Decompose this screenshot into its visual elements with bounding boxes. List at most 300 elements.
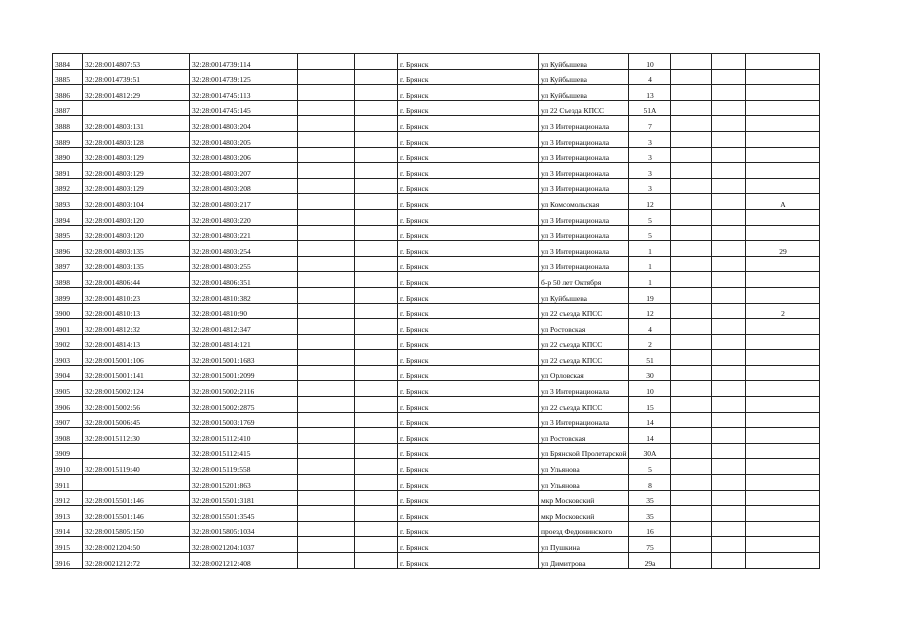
empty-cell: [298, 506, 355, 522]
table-row: [53, 490, 820, 506]
cadastral-number-2-cell: 32:28:0015112:410: [190, 428, 298, 444]
cadastral-number-1-cell: 32:28:0014812:32: [83, 319, 190, 335]
city-cell: г. Брянск: [398, 537, 539, 553]
empty-cell: [712, 490, 746, 506]
cadastral-number-2-cell: 32:28:0014812:347: [190, 319, 298, 335]
city-cell: г. Брянск: [398, 381, 539, 397]
cadastral-number-2-cell: 32:28:0014803:208: [190, 178, 298, 194]
row-number-cell: 3887: [53, 100, 83, 116]
row-number-cell: 3910: [53, 459, 83, 475]
cadastral-number-2-cell: 32:28:0014803:221: [190, 225, 298, 241]
empty-cell: [671, 147, 712, 163]
extra-cell: [746, 553, 820, 569]
empty-cell: [712, 241, 746, 257]
city-cell: г. Брянск: [398, 178, 539, 194]
empty-cell: [298, 428, 355, 444]
row-number-cell: 3885: [53, 69, 83, 85]
empty-cell: [671, 131, 712, 147]
empty-cell: [671, 225, 712, 241]
empty-cell: [298, 116, 355, 132]
empty-cell: [355, 459, 398, 475]
empty-cell: [712, 256, 746, 272]
row-number-cell: 3886: [53, 85, 83, 101]
street-cell: ул 22 съезда КПСС: [539, 334, 629, 350]
extra-cell: [746, 319, 820, 335]
cadastral-number-1-cell: 32:28:0014810:23: [83, 287, 190, 303]
street-cell: ул 22 съезда КПСС: [539, 303, 629, 319]
row-number-cell: 3906: [53, 397, 83, 413]
row-number-cell: 3901: [53, 319, 83, 335]
city-cell: г. Брянск: [398, 69, 539, 85]
house-number-cell: 5: [629, 225, 671, 241]
empty-cell: [298, 225, 355, 241]
cadastral-number-1-cell: 32:28:0015119:40: [83, 459, 190, 475]
empty-cell: [671, 553, 712, 569]
empty-cell: [355, 147, 398, 163]
house-number-cell: 4: [629, 319, 671, 335]
cadastral-number-1-cell: 32:28:0021204:50: [83, 537, 190, 553]
street-cell: ул 3 Интернационала: [539, 225, 629, 241]
empty-cell: [712, 506, 746, 522]
table-row: [53, 381, 820, 397]
empty-cell: [671, 397, 712, 413]
table-row: [53, 85, 820, 101]
house-number-cell: 1: [629, 256, 671, 272]
cadastral-number-2-cell: 32:28:0015002:2875: [190, 397, 298, 413]
house-number-cell: 5: [629, 209, 671, 225]
empty-cell: [355, 553, 398, 569]
empty-cell: [671, 443, 712, 459]
empty-cell: [671, 537, 712, 553]
city-cell: г. Брянск: [398, 287, 539, 303]
street-cell: ул Брянской Пролетарской: [539, 443, 629, 459]
cadastral-number-1-cell: 32:28:0014803:128: [83, 131, 190, 147]
house-number-cell: 1: [629, 241, 671, 257]
table-row: [53, 69, 820, 85]
city-cell: г. Брянск: [398, 85, 539, 101]
city-cell: г. Брянск: [398, 272, 539, 288]
empty-cell: [712, 85, 746, 101]
empty-cell: [355, 100, 398, 116]
empty-cell: [355, 443, 398, 459]
street-cell: ул 3 Интернационала: [539, 178, 629, 194]
empty-cell: [671, 319, 712, 335]
cadastral-number-1-cell: 32:28:0015006:45: [83, 412, 190, 428]
cadastral-number-1-cell: 32:28:0014806:44: [83, 272, 190, 288]
empty-cell: [355, 85, 398, 101]
table-row: [53, 443, 820, 459]
cadastral-number-1-cell: [83, 475, 190, 491]
table-row: [53, 428, 820, 444]
cadastral-number-2-cell: 32:28:0014814:121: [190, 334, 298, 350]
street-cell: ул 3 Интернационала: [539, 209, 629, 225]
row-number-cell: 3889: [53, 131, 83, 147]
cadastral-number-2-cell: 32:28:0014745:113: [190, 85, 298, 101]
empty-cell: [712, 225, 746, 241]
house-number-cell: 30: [629, 365, 671, 381]
table-row: [53, 475, 820, 491]
table-row: [53, 131, 820, 147]
street-cell: проезд Федюнинского: [539, 521, 629, 537]
house-number-cell: 35: [629, 490, 671, 506]
cadastral-number-1-cell: 32:28:0014803:129: [83, 163, 190, 179]
empty-cell: [355, 209, 398, 225]
cadastral-number-2-cell: 32:28:0015002:2116: [190, 381, 298, 397]
cadastral-number-2-cell: 32:28:0014739:125: [190, 69, 298, 85]
cadastral-number-1-cell: 32:28:0014803:129: [83, 147, 190, 163]
empty-cell: [298, 412, 355, 428]
empty-cell: [298, 350, 355, 366]
empty-cell: [298, 521, 355, 537]
cadastral-number-1-cell: 32:28:0015501:146: [83, 506, 190, 522]
house-number-cell: 14: [629, 412, 671, 428]
empty-cell: [671, 54, 712, 70]
empty-cell: [355, 365, 398, 381]
street-cell: ул Куйбышева: [539, 69, 629, 85]
empty-cell: [712, 537, 746, 553]
empty-cell: [355, 506, 398, 522]
extra-cell: [746, 475, 820, 491]
row-number-cell: 3908: [53, 428, 83, 444]
street-cell: ул 3 Интернационала: [539, 163, 629, 179]
empty-cell: [671, 365, 712, 381]
empty-cell: [355, 272, 398, 288]
table-row: [53, 303, 820, 319]
empty-cell: [355, 319, 398, 335]
street-cell: ул 3 Интернационала: [539, 116, 629, 132]
row-number-cell: 3911: [53, 475, 83, 491]
empty-cell: [355, 69, 398, 85]
empty-cell: [355, 350, 398, 366]
table-row: [53, 194, 820, 210]
street-cell: ул Ростовская: [539, 319, 629, 335]
empty-cell: [298, 334, 355, 350]
empty-cell: [712, 365, 746, 381]
empty-cell: [298, 100, 355, 116]
empty-cell: [298, 163, 355, 179]
empty-cell: [355, 397, 398, 413]
table-row: [53, 163, 820, 179]
table-row: [53, 319, 820, 335]
empty-cell: [712, 428, 746, 444]
street-cell: ул 3 Интернационала: [539, 147, 629, 163]
row-number-cell: 3905: [53, 381, 83, 397]
cadastral-number-2-cell: 32:28:0014803:207: [190, 163, 298, 179]
empty-cell: [298, 147, 355, 163]
city-cell: г. Брянск: [398, 194, 539, 210]
house-number-cell: 16: [629, 521, 671, 537]
extra-cell: [746, 85, 820, 101]
city-cell: г. Брянск: [398, 506, 539, 522]
empty-cell: [298, 443, 355, 459]
empty-cell: [298, 209, 355, 225]
street-cell: ул Комсомольская: [539, 194, 629, 210]
cadastral-number-2-cell: 32:28:0014803:254: [190, 241, 298, 257]
empty-cell: [355, 287, 398, 303]
table-row: [53, 54, 820, 70]
city-cell: г. Брянск: [398, 334, 539, 350]
table-row: [53, 459, 820, 475]
empty-cell: [355, 163, 398, 179]
row-number-cell: 3894: [53, 209, 83, 225]
empty-cell: [712, 521, 746, 537]
row-number-cell: 3915: [53, 537, 83, 553]
empty-cell: [298, 365, 355, 381]
table-row: [53, 365, 820, 381]
empty-cell: [298, 319, 355, 335]
house-number-cell: 3: [629, 178, 671, 194]
empty-cell: [298, 459, 355, 475]
house-number-cell: 2: [629, 334, 671, 350]
empty-cell: [355, 303, 398, 319]
table-row: [53, 116, 820, 132]
empty-cell: [355, 256, 398, 272]
cadastral-number-2-cell: 32:28:0015501:3545: [190, 506, 298, 522]
cadastral-number-1-cell: 32:28:0015001:106: [83, 350, 190, 366]
empty-cell: [712, 147, 746, 163]
cadastral-number-2-cell: 32:28:0014803:205: [190, 131, 298, 147]
extra-cell: [746, 397, 820, 413]
empty-cell: [298, 272, 355, 288]
empty-cell: [671, 381, 712, 397]
house-number-cell: 8: [629, 475, 671, 491]
city-cell: г. Брянск: [398, 553, 539, 569]
extra-cell: [746, 209, 820, 225]
table-row: [53, 412, 820, 428]
house-number-cell: 13: [629, 85, 671, 101]
city-cell: г. Брянск: [398, 475, 539, 491]
table-row: [53, 537, 820, 553]
empty-cell: [712, 381, 746, 397]
empty-cell: [298, 537, 355, 553]
house-number-cell: 10: [629, 381, 671, 397]
empty-cell: [355, 225, 398, 241]
house-number-cell: 4: [629, 69, 671, 85]
empty-cell: [298, 303, 355, 319]
extra-cell: [746, 381, 820, 397]
table-row: [53, 397, 820, 413]
table-row: [53, 350, 820, 366]
empty-cell: [712, 100, 746, 116]
street-cell: ул 22 съезда КПСС: [539, 350, 629, 366]
cadastral-number-1-cell: 32:28:0015805:150: [83, 521, 190, 537]
empty-cell: [712, 131, 746, 147]
extra-cell: [746, 506, 820, 522]
city-cell: г. Брянск: [398, 428, 539, 444]
house-number-cell: 14: [629, 428, 671, 444]
empty-cell: [712, 350, 746, 366]
table-row: [53, 100, 820, 116]
row-number-cell: 3899: [53, 287, 83, 303]
empty-cell: [712, 69, 746, 85]
empty-cell: [712, 475, 746, 491]
empty-cell: [355, 334, 398, 350]
street-cell: ул 22 съезда КПСС: [539, 397, 629, 413]
table-row: [53, 521, 820, 537]
empty-cell: [671, 163, 712, 179]
city-cell: г. Брянск: [398, 443, 539, 459]
row-number-cell: 3884: [53, 54, 83, 70]
cadastral-number-2-cell: 32:28:0015003:1769: [190, 412, 298, 428]
cadastral-number-1-cell: 32:28:0015001:141: [83, 365, 190, 381]
extra-cell: [746, 490, 820, 506]
empty-cell: [671, 272, 712, 288]
empty-cell: [298, 381, 355, 397]
empty-cell: [298, 131, 355, 147]
empty-cell: [712, 54, 746, 70]
empty-cell: [355, 131, 398, 147]
cadastral-number-1-cell: [83, 443, 190, 459]
house-number-cell: 75: [629, 537, 671, 553]
empty-cell: [298, 490, 355, 506]
city-cell: г. Брянск: [398, 256, 539, 272]
house-number-cell: 10: [629, 54, 671, 70]
row-number-cell: 3891: [53, 163, 83, 179]
empty-cell: [671, 459, 712, 475]
empty-cell: [671, 256, 712, 272]
table-body: [53, 54, 820, 569]
address-table: [52, 53, 820, 569]
cadastral-number-2-cell: 32:28:0014803:204: [190, 116, 298, 132]
street-cell: ул 22 Съезда КПСС: [539, 100, 629, 116]
empty-cell: [671, 412, 712, 428]
city-cell: г. Брянск: [398, 100, 539, 116]
empty-cell: [355, 381, 398, 397]
house-number-cell: 1: [629, 272, 671, 288]
city-cell: г. Брянск: [398, 521, 539, 537]
cadastral-number-2-cell: 32:28:0014806:351: [190, 272, 298, 288]
row-number-cell: 3890: [53, 147, 83, 163]
house-number-cell: 3: [629, 147, 671, 163]
row-number-cell: 3904: [53, 365, 83, 381]
street-cell: ул Ростовская: [539, 428, 629, 444]
table-row: [53, 272, 820, 288]
city-cell: г. Брянск: [398, 350, 539, 366]
cadastral-number-1-cell: 32:28:0014814:13: [83, 334, 190, 350]
extra-cell: [746, 287, 820, 303]
extra-cell: [746, 116, 820, 132]
extra-cell: [746, 69, 820, 85]
empty-cell: [712, 116, 746, 132]
city-cell: г. Брянск: [398, 147, 539, 163]
city-cell: г. Брянск: [398, 131, 539, 147]
empty-cell: [298, 69, 355, 85]
table-row: [53, 506, 820, 522]
cadastral-number-1-cell: [83, 100, 190, 116]
house-number-cell: 12: [629, 303, 671, 319]
cadastral-number-2-cell: 32:28:0014803:255: [190, 256, 298, 272]
empty-cell: [298, 475, 355, 491]
extra-cell: [746, 131, 820, 147]
cadastral-number-2-cell: 32:28:0014810:382: [190, 287, 298, 303]
empty-cell: [355, 54, 398, 70]
row-number-cell: 3913: [53, 506, 83, 522]
cadastral-number-1-cell: 32:28:0014739:51: [83, 69, 190, 85]
extra-cell: 29: [746, 241, 820, 257]
row-number-cell: 3916: [53, 553, 83, 569]
cadastral-number-2-cell: 32:28:0014810:90: [190, 303, 298, 319]
table-row: [53, 256, 820, 272]
empty-cell: [712, 553, 746, 569]
cadastral-number-2-cell: 32:28:0015201:863: [190, 475, 298, 491]
table-row: [53, 209, 820, 225]
cadastral-number-1-cell: 32:28:0014803:120: [83, 209, 190, 225]
house-number-cell: 35: [629, 506, 671, 522]
empty-cell: [712, 397, 746, 413]
empty-cell: [671, 287, 712, 303]
empty-cell: [712, 272, 746, 288]
row-number-cell: 3892: [53, 178, 83, 194]
table-row: [53, 241, 820, 257]
extra-cell: [746, 54, 820, 70]
city-cell: г. Брянск: [398, 225, 539, 241]
cadastral-number-1-cell: 32:28:0014803:104: [83, 194, 190, 210]
empty-cell: [355, 412, 398, 428]
cadastral-number-1-cell: 32:28:0014810:13: [83, 303, 190, 319]
cadastral-number-2-cell: 32:28:0014745:145: [190, 100, 298, 116]
empty-cell: [671, 100, 712, 116]
cadastral-number-1-cell: 32:28:0014803:131: [83, 116, 190, 132]
cadastral-number-1-cell: 32:28:0014803:135: [83, 241, 190, 257]
extra-cell: [746, 537, 820, 553]
table-row: [53, 287, 820, 303]
cadastral-number-2-cell: 32:28:0015501:3181: [190, 490, 298, 506]
empty-cell: [298, 241, 355, 257]
street-cell: ул Куйбышева: [539, 54, 629, 70]
cadastral-number-1-cell: 32:28:0015002:56: [83, 397, 190, 413]
extra-cell: А: [746, 194, 820, 210]
table-row: [53, 334, 820, 350]
cadastral-number-1-cell: 32:28:0014812:29: [83, 85, 190, 101]
empty-cell: [355, 537, 398, 553]
extra-cell: [746, 225, 820, 241]
extra-cell: [746, 100, 820, 116]
house-number-cell: 30А: [629, 443, 671, 459]
empty-cell: [298, 397, 355, 413]
extra-cell: [746, 365, 820, 381]
empty-cell: [671, 428, 712, 444]
extra-cell: [746, 443, 820, 459]
street-cell: мкр Московский: [539, 506, 629, 522]
empty-cell: [298, 287, 355, 303]
cadastral-number-2-cell: 32:28:0021204:1037: [190, 537, 298, 553]
empty-cell: [712, 178, 746, 194]
empty-cell: [355, 428, 398, 444]
table-row: [53, 553, 820, 569]
extra-cell: [746, 178, 820, 194]
street-cell: ул 3 Интернационала: [539, 131, 629, 147]
empty-cell: [671, 69, 712, 85]
extra-cell: [746, 272, 820, 288]
empty-cell: [671, 194, 712, 210]
extra-cell: 2: [746, 303, 820, 319]
row-number-cell: 3907: [53, 412, 83, 428]
empty-cell: [712, 412, 746, 428]
cadastral-number-1-cell: 32:28:0021212:72: [83, 553, 190, 569]
empty-cell: [671, 241, 712, 257]
empty-cell: [671, 475, 712, 491]
cadastral-number-2-cell: 32:28:0014803:220: [190, 209, 298, 225]
street-cell: ул 3 Интернационала: [539, 412, 629, 428]
empty-cell: [355, 116, 398, 132]
city-cell: г. Брянск: [398, 241, 539, 257]
extra-cell: [746, 459, 820, 475]
extra-cell: [746, 334, 820, 350]
empty-cell: [671, 209, 712, 225]
empty-cell: [712, 334, 746, 350]
city-cell: г. Брянск: [398, 116, 539, 132]
empty-cell: [671, 506, 712, 522]
